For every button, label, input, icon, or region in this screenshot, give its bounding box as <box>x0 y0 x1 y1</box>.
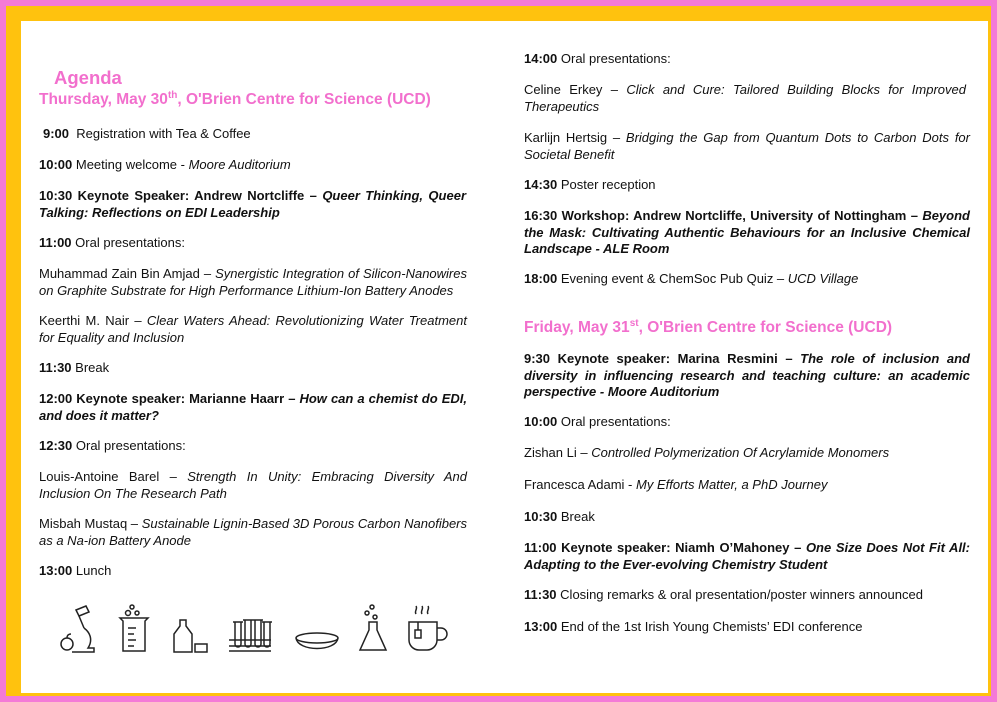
agenda-item: 11:30 Break <box>39 360 110 375</box>
agenda-item: 11:00 Oral presentations: <box>39 235 186 250</box>
agenda-item: Francesca Adami - My Efforts Matter, a PhD Journey <box>524 477 828 492</box>
agenda-item: 14:30 Poster reception <box>524 177 656 192</box>
agenda-item: 9:00 Registration with Tea & Coffee <box>43 126 251 141</box>
agenda-item: 10:00 Oral presentations: <box>524 414 671 429</box>
agenda-item: 16:30 Workshop: Andrew Nortcliffe, University of Nottingham – Beyond the Mask: Cultivating Authentic Behaviours for an Inclusive Chemical Landscape - ALE Room <box>524 208 970 256</box>
bottle-icon <box>170 604 214 654</box>
agenda-item: 12:00 Keynote speaker: Marianne Haarr – How can a chemist do EDI, and does it matter? <box>39 391 467 423</box>
agenda-item: 12:30 Oral presentations: <box>39 438 186 453</box>
microscope-icon <box>54 604 100 654</box>
agenda-item: Karlijn Hertsig – Bridging the Gap from Quantum Dots to Carbon Dots for Societal Benefit <box>524 130 970 162</box>
agenda-item: 10:30 Break <box>524 509 595 524</box>
agenda-item: Louis-Antoine Barel – Strength In Unity: Embracing Diversity And Inclusion On The Research Path <box>39 469 467 501</box>
lab-icons-row <box>54 604 449 656</box>
agenda-item: 18:00 Evening event & ChemSoc Pub Quiz – UCD Village <box>524 271 859 286</box>
agenda-page <box>21 21 988 693</box>
agenda-item: 14:00 Oral presentations: <box>524 51 671 66</box>
agenda-item: Celine Erkey – Click and Cure: Tailored Building Blocks for Improved Therapeutics <box>524 82 966 114</box>
agenda-item: Muhammad Zain Bin Amjad – Synergistic Integration of Silicon-Nanowires on Graphite Substrate for High Performance Lithium-Ion Battery Anodes <box>39 266 467 298</box>
day2-heading: Friday, May 31st, O'Brien Centre for Science (UCD) <box>524 318 893 337</box>
agenda-item: Zishan Li – Controlled Polymerization Of Acrylamide Monomers <box>524 445 890 460</box>
agenda-item: 11:00 Keynote speaker: Niamh O’Mahoney – One Size Does Not Fit All: Adapting to the Ever-evolving Chemistry Student <box>524 540 970 572</box>
agenda-item: 9:30 Keynote speaker: Marina Resmini – The role of inclusion and diversity in influencing research and teaching culture: an academic perspective - Moore Auditorium <box>524 351 970 399</box>
outer-frame <box>6 6 991 696</box>
beaker-icon <box>116 604 152 654</box>
agenda-item: 11:30 Closing remarks & oral presentation/poster winners announced <box>524 587 923 602</box>
agenda-item: Keerthi M. Nair – Clear Waters Ahead: Revolutionizing Water Treatment for Equality and Inclusion <box>39 313 467 345</box>
tea-cup-icon <box>406 604 450 654</box>
agenda-item: 10:30 Keynote Speaker: Andrew Nortcliffe – Queer Thinking, Queer Talking: Reflections on EDI Leadership <box>39 188 467 220</box>
agenda-item: 13:00 End of the 1st Irish Young Chemists’ EDI conference <box>524 619 863 634</box>
flask-icon <box>358 604 388 654</box>
agenda-title: Agenda <box>54 67 122 88</box>
agenda-item: 13:00 Lunch <box>39 563 112 578</box>
agenda-item: Misbah Mustaq – Sustainable Lignin-Based 3D Porous Carbon Nanofibers as a Na-ion Battery Anode <box>39 516 468 548</box>
test-tubes-icon <box>227 604 273 654</box>
agenda-item: 10:00 Meeting welcome - Moore Auditorium <box>39 157 291 172</box>
day1-heading: Thursday, May 30th, O'Brien Centre for Science (UCD) <box>39 90 431 109</box>
bowl-icon <box>294 604 340 654</box>
